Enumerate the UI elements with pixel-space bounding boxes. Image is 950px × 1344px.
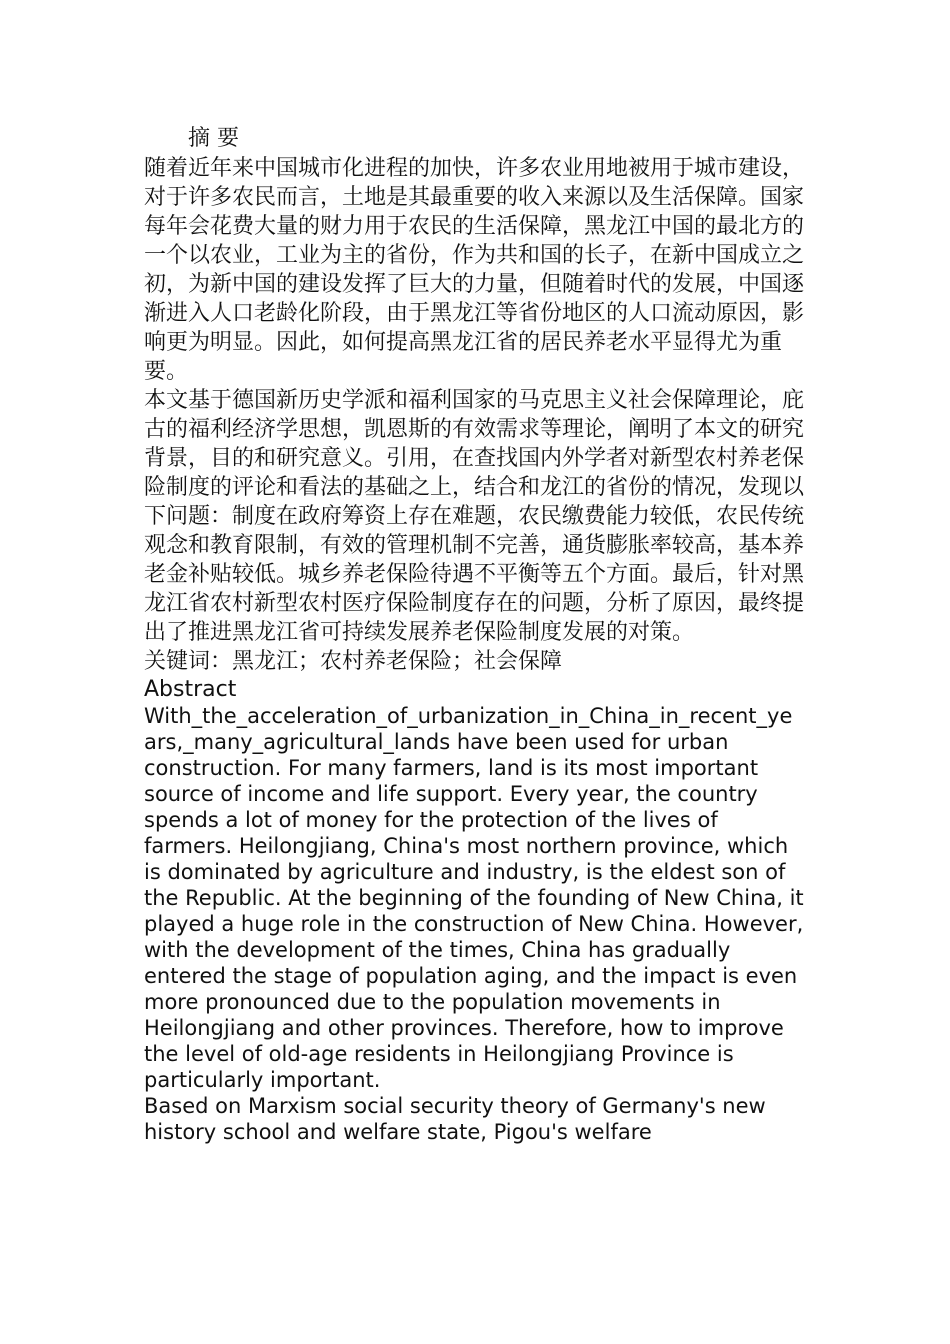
- abstract-en-title: Abstract: [144, 677, 237, 702]
- abstract-en-paragraph-2: Based on Marxism social security theory of Germany's new history school and welfare state, Pigou's welfare: [144, 1094, 766, 1144]
- abstract-en-line-2: ars,_many_agricultural_lands have been used for urban: [144, 730, 729, 754]
- abstract-cn-title: 摘 要: [188, 126, 239, 151]
- abstract-cn-paragraph-2: 本文基于德国新历史学派和福利国家的马克思主义社会保障理论，庇古的福利经济学思想，凯恩斯的有效需求等理论，阐明了本文的研究背景，目的和研究意义。引用，在查找国内外学者对新型农村养老保险制度的评论和看法的基础之上，结合和龙江的省份的情况，发现以下问题：制度在政府筹资上存在难题，农民缴费能力较低，农民传统观念和教育限制，有效的管理机制不完善，通货膨胀率较高，基本养老金补贴较低。城乡养老保险待遇不平衡等五个方面。最后，针对黑龙江省农村新型农村医疗保险制度存在的问题，分析了原因，最终提出了推进黑龙江省可持续发展养老保险制度发展的对策。: [144, 388, 805, 645]
- abstract-cn-paragraph-1: 随着近年来中国城市化进程的加快，许多农业用地被用于城市建设，对于许多农民而言，土地是其最重要的收入来源以及生活保障。国家每年会花费大量的财力用于农民的生活保障，黑龙江中国的最北方的一个以农业，工业为主的省份，作为共和国的长子，在新中国成立之初，为新中国的建设发挥了巨大的力量，但随着时代的发展，中国逐渐进入人口老龄化阶段，由于黑龙江等省份地区的人口流动原因，影响更为明显。因此，如何提高黑龙江省的居民养老水平显得尤为重要。: [144, 156, 805, 384]
- keywords-cn: 关键词：黑龙江；农村养老保险；社会保障: [144, 649, 563, 674]
- abstract-en-paragraph-1-rest: construction. For many farmers, land is its most important source of income and life support. Every year, the country spends a lot of money for the protection of the lives of farmers. Heilongjiang, China's most northern province, which is dominated by agriculture and industry, is the eldest son of the Republic. At the beginning of the founding of New China, it played a huge role in the construction of New China. However, with the development of the times, China has gradually entered the stage of population aging, and the impact is even more pronounced due to the population movements in Heilongjiang and other provinces. Therefore, how to improve the level of old-age residents in Heilongjiang Province is particularly important.: [144, 756, 804, 1092]
- abstract-en-paragraph-1: [144, 703, 810, 1093]
- document-page: [144, 124, 810, 1145]
- abstract-en-line-1: With_the_acceleration_of_urbanization_in_China_in_recent_ye: [144, 704, 793, 728]
